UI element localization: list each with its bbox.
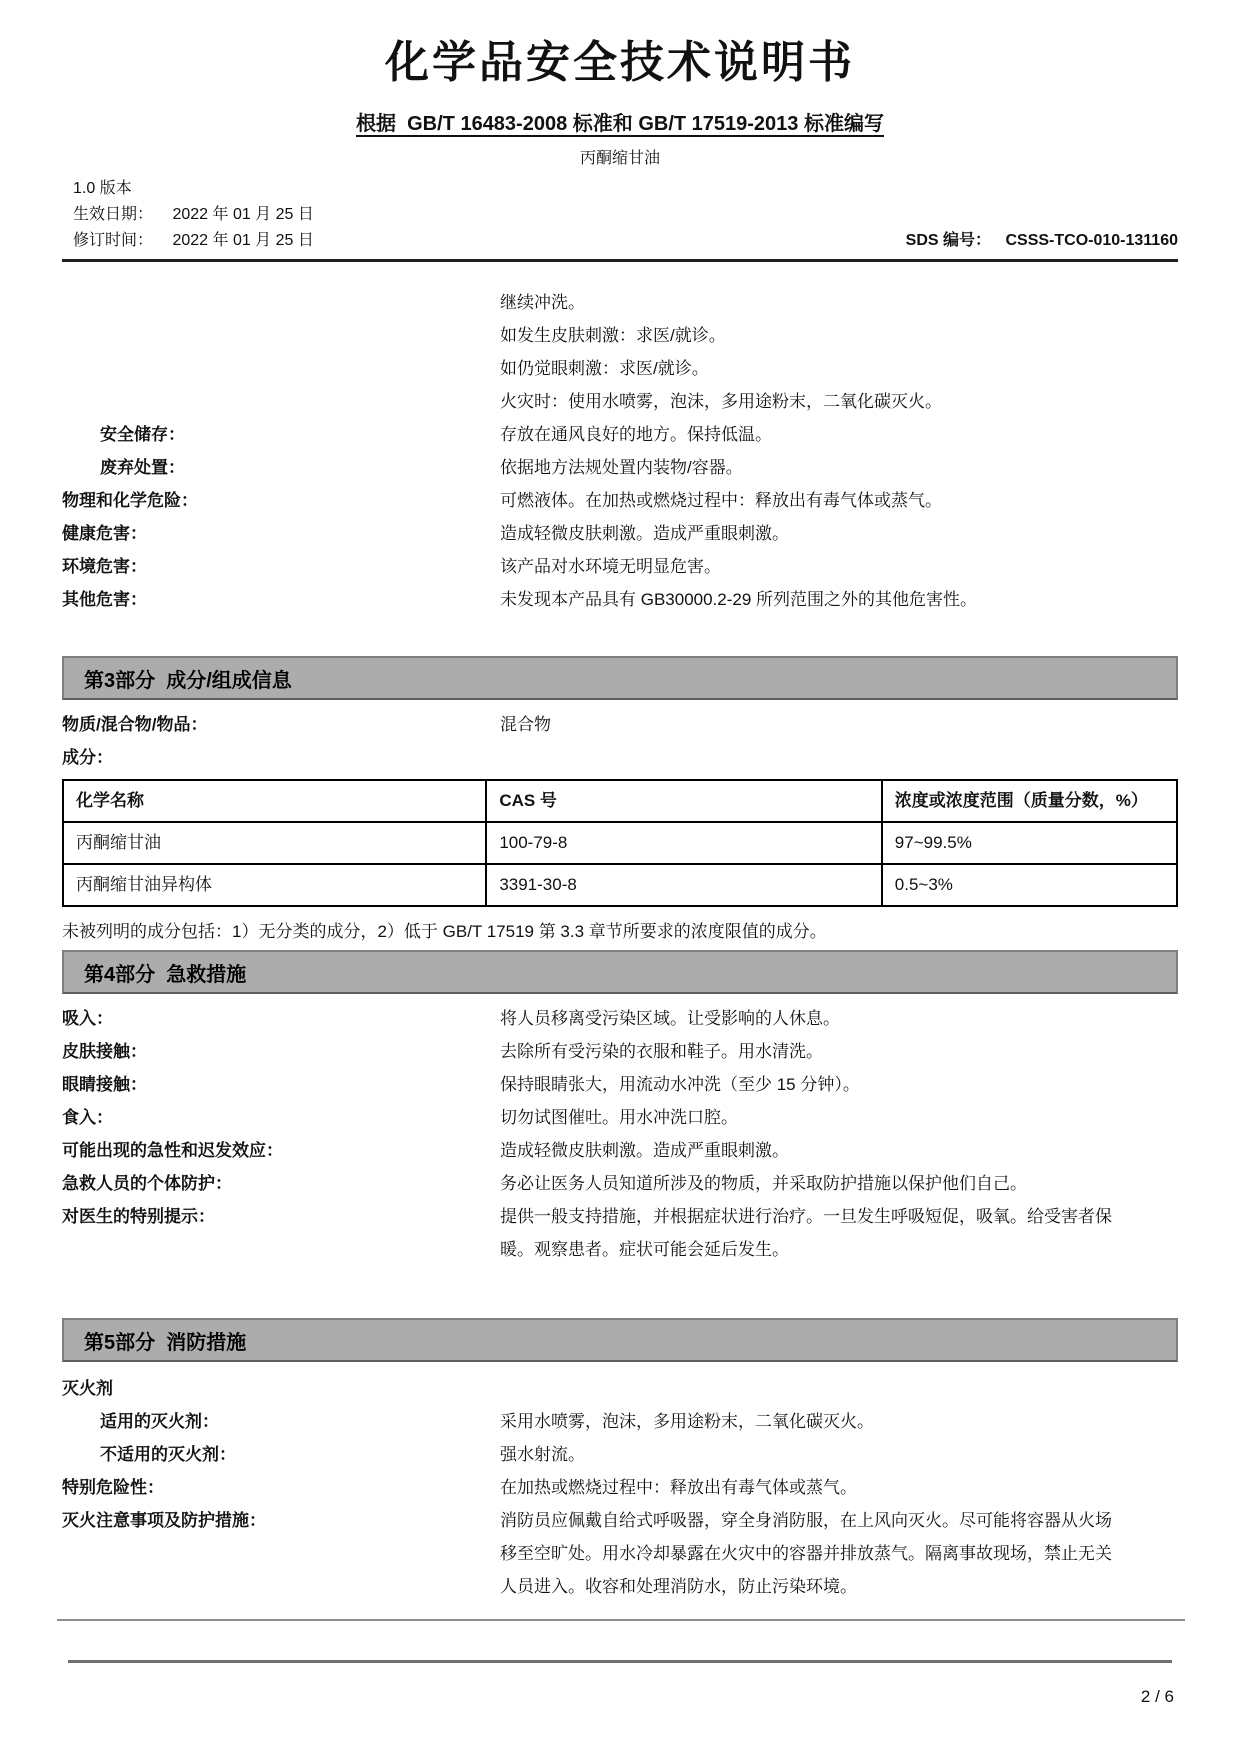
table-cell: 丙酮缩甘油异构体 bbox=[63, 864, 486, 906]
field-label: 灭火注意事项及防护措施： bbox=[62, 1511, 266, 1530]
revision-date-value: 2022 年 01 月 25 日 bbox=[172, 232, 314, 249]
field-row bbox=[62, 1002, 1178, 1035]
table-cell: 97~99.5% bbox=[882, 822, 1177, 864]
field-value: 在加热或燃烧过程中：释放出有毒气体或蒸气。 bbox=[500, 1478, 857, 1497]
ingredients-column-header: 浓度或浓度范围（质量分数，%） bbox=[882, 780, 1177, 822]
section4-header-bar bbox=[62, 950, 1178, 994]
table-cell: 100-79-8 bbox=[486, 822, 881, 864]
field-row bbox=[62, 1035, 1178, 1068]
sds-number bbox=[906, 228, 1178, 254]
field-label: 皮肤接触： bbox=[62, 1042, 147, 1061]
field-value: 依据地方法规处置内装物/容器。 bbox=[500, 458, 743, 477]
ingredients-column-header: 化学名称 bbox=[63, 780, 486, 822]
section3-header-bar bbox=[62, 656, 1178, 700]
section3-rows bbox=[62, 708, 1178, 774]
page-number: 2 / 6 bbox=[1140, 1687, 1174, 1706]
section4-header-label: 第4部分 急救措施 bbox=[84, 963, 247, 986]
field-label: 环境危害： bbox=[62, 557, 147, 576]
field-label: 物理和化学危险： bbox=[62, 491, 198, 510]
table-row bbox=[63, 864, 1177, 906]
field-value: 该产品对水环境无明显危害。 bbox=[500, 557, 721, 576]
field-value: 强水射流。 bbox=[500, 1445, 585, 1464]
field-label: 其他危害： bbox=[62, 590, 147, 609]
field-row bbox=[62, 319, 1178, 352]
field-label: 成分： bbox=[62, 748, 113, 767]
field-row bbox=[62, 550, 1178, 583]
field-row bbox=[62, 583, 1178, 616]
field-row bbox=[62, 708, 1178, 741]
field-label: 特别危险性： bbox=[62, 1478, 164, 1497]
revision-date-label: 修订时间： bbox=[73, 232, 154, 249]
field-row bbox=[62, 1405, 1178, 1438]
effective-date-value: 2022 年 01 月 25 日 bbox=[172, 206, 314, 223]
field-label: 吸入： bbox=[62, 1009, 113, 1028]
field-value: 混合物 bbox=[500, 715, 551, 734]
field-row bbox=[62, 1200, 1178, 1266]
ingredients-column-header: CAS 号 bbox=[486, 780, 881, 822]
field-value: 消防员应佩戴自给式呼吸器，穿全身消防服，在上风向灭火。尽可能将容器从火场移至空旷处。用水冷却暴露在火灾中的容器并排放蒸气。隔离事故现场，禁止无关人员进入。收容和处理消防水，防止污染环境。 bbox=[500, 1511, 1112, 1596]
sds-number-value: CSSS-TCO-010-131160 bbox=[1005, 232, 1178, 249]
field-value: 存放在通风良好的地方。保持低温。 bbox=[500, 425, 772, 444]
header-divider bbox=[62, 259, 1178, 262]
page-title: 化学品安全技术说明书 bbox=[385, 38, 855, 87]
footer-divider-bottom bbox=[68, 1660, 1172, 1663]
field-value: 造成轻微皮肤刺激。造成严重眼刺激。 bbox=[500, 1141, 789, 1160]
field-value: 可燃液体。在加热或燃烧过程中：释放出有毒气体或蒸气。 bbox=[500, 491, 942, 510]
product-name: 丙酮缩甘油 bbox=[579, 150, 660, 167]
field-row bbox=[62, 352, 1178, 385]
field-label: 食入： bbox=[62, 1108, 113, 1127]
revision-date-row bbox=[62, 228, 1178, 254]
table-cell: 0.5~3% bbox=[882, 864, 1177, 906]
table-row bbox=[63, 822, 1177, 864]
field-label: 灭火剂 bbox=[62, 1379, 113, 1398]
field-value: 提供一般支持措施，并根据症状进行治疗。一旦发生呼吸短促，吸氧。给受害者保暖。观察患者。症状可能会延后发生。 bbox=[500, 1207, 1112, 1259]
field-row bbox=[62, 385, 1178, 418]
effective-date-row bbox=[62, 202, 1178, 228]
field-value: 继续冲洗。 bbox=[500, 293, 585, 312]
field-value: 未发现本产品具有 GB30000.2-29 所列范围之外的其他危害性。 bbox=[500, 590, 978, 609]
field-label: 废弃处置： bbox=[100, 458, 185, 477]
field-row bbox=[62, 1134, 1178, 1167]
field-row bbox=[62, 1372, 1178, 1405]
ingredients-table bbox=[62, 779, 1178, 907]
section4-rows bbox=[62, 1002, 1178, 1266]
field-row bbox=[62, 418, 1178, 451]
table-cell: 3391-30-8 bbox=[486, 864, 881, 906]
field-row bbox=[62, 1438, 1178, 1471]
field-row bbox=[62, 741, 1178, 774]
field-label: 急救人员的个体防护： bbox=[62, 1174, 232, 1193]
field-label: 健康危害： bbox=[62, 524, 147, 543]
table-cell: 丙酮缩甘油 bbox=[63, 822, 486, 864]
field-row bbox=[62, 484, 1178, 517]
field-value: 如发生皮肤刺激：求医/就诊。 bbox=[500, 326, 726, 345]
section5-header-bar bbox=[62, 1318, 1178, 1362]
field-value: 采用水喷雾，泡沫，多用途粉末，二氧化碳灭火。 bbox=[500, 1412, 874, 1431]
version-label: 1.0 版本 bbox=[73, 180, 132, 197]
effective-date-label: 生效日期： bbox=[73, 206, 154, 223]
field-row bbox=[62, 1471, 1178, 1504]
field-row bbox=[62, 1101, 1178, 1134]
field-value: 去除所有受污染的衣服和鞋子。用水清洗。 bbox=[500, 1042, 823, 1061]
field-label: 不适用的灭火剂： bbox=[100, 1445, 236, 1464]
field-value: 务必让医务人员知道所涉及的物质，并采取防护措施以保护他们自己。 bbox=[500, 1174, 1027, 1193]
field-label: 安全储存： bbox=[100, 425, 185, 444]
field-label: 可能出现的急性和迟发效应： bbox=[62, 1141, 283, 1160]
field-row bbox=[62, 517, 1178, 550]
document-meta bbox=[62, 176, 1178, 254]
ingredients-table-header-row bbox=[63, 780, 1177, 822]
field-value: 如仍觉眼刺激：求医/就诊。 bbox=[500, 359, 709, 378]
field-row bbox=[62, 1068, 1178, 1101]
field-value: 将人员移离受污染区域。让受影响的人休息。 bbox=[500, 1009, 840, 1028]
field-label: 眼睛接触： bbox=[62, 1075, 147, 1094]
field-value: 造成轻微皮肤刺激。造成严重眼刺激。 bbox=[500, 524, 789, 543]
field-row bbox=[62, 1167, 1178, 1200]
sds-number-label: SDS 编号： bbox=[905, 232, 992, 249]
field-label: 适用的灭火剂： bbox=[100, 1412, 219, 1431]
section3-header-label: 第3部分 成分/组成信息 bbox=[84, 669, 292, 692]
section5-header-label: 第5部分 消防措施 bbox=[84, 1331, 247, 1354]
ingredients-note: 未被列明的成分包括：1）无分类的成分，2）低于 GB/T 17519 第 3.3 章节所要求的浓度限值的成分。 bbox=[62, 922, 827, 941]
version-row bbox=[62, 176, 1178, 202]
field-value: 切勿试图催吐。用水冲洗口腔。 bbox=[500, 1108, 738, 1127]
field-value: 保持眼睛张大，用流动水冲洗（至少 15 分钟）。 bbox=[500, 1075, 860, 1094]
field-label: 物质/混合物/物品： bbox=[62, 715, 208, 734]
footer-divider-top bbox=[57, 1619, 1185, 1621]
section5-rows bbox=[62, 1372, 1178, 1603]
field-row bbox=[62, 1504, 1178, 1603]
standards-subtitle: 根据 GB/T 16483-2008 标准和 GB/T 17519-2013 标准编写 bbox=[356, 113, 884, 135]
section2-continuation-rows bbox=[62, 286, 1178, 616]
field-row bbox=[62, 286, 1178, 319]
field-label: 对医生的特别提示： bbox=[62, 1207, 215, 1226]
field-value: 火灾时：使用水喷雾，泡沫，多用途粉末，二氧化碳灭火。 bbox=[500, 392, 942, 411]
field-row bbox=[62, 451, 1178, 484]
